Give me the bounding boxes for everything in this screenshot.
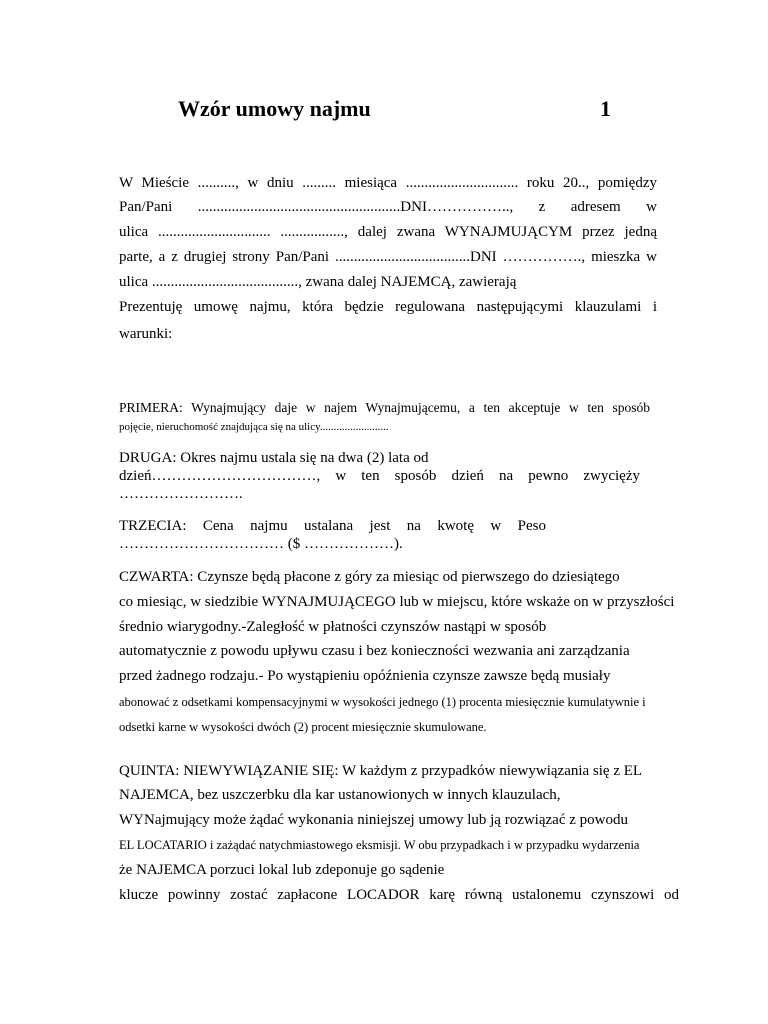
intro-line: W Mieście .........., w dniu ......... miesiąca .............................. roku 20.., pomiędzy	[119, 175, 657, 191]
intro-line: warunki:	[119, 326, 173, 342]
intro-line: ulica ......................................., zwana dalej NAJEMCĄ, zawierają	[119, 274, 517, 290]
clause-czwarta-line: abonować z odsetkami kompensacyjnymi w wysokości jednego (1) procenta miesięcznie kumulatywnie i	[119, 695, 646, 709]
clause-quinta-line: NAJEMCA, bez uszczerbku dla kar ustanowionych w innych klauzulach,	[119, 787, 561, 803]
clause-czwarta-line: co miesiąc, w siedzibie WYNAJMUJĄCEGO lub w miejscu, które wskaże on w przyszłości	[119, 594, 675, 610]
clause-czwarta-line: CZWARTA: Czynsze będą płacone z góry za miesiąc od pierwszego do dziesiątego	[119, 569, 620, 585]
intro-line: parte, a z drugiej strony Pan/Pani ....................................DNI ……………., mieszka w	[119, 249, 657, 265]
clause-trzecia-line: …………………………… ($ ………………).	[119, 536, 403, 552]
clause-quinta-line: klucze powinny zostać zapłacone LOCADOR karę równą ustalonemu czynszowi od	[119, 887, 679, 903]
intro-line: Prezentuję umowę najmu, która będzie regulowana następującymi klauzulami i	[119, 299, 657, 315]
clause-quinta-line: QUINTA: NIEWYWIĄZANIE SIĘ: W każdym z przypadków niewywiązania się z EL	[119, 763, 643, 779]
intro-line: ulica .............................. ................., dalej zwana WYNAJMUJĄCYM przez jedną	[119, 224, 657, 240]
clause-trzecia-line: TRZECIA: Cena najmu ustalana jest na kwotę w Peso	[119, 518, 546, 534]
page-number: 1	[600, 96, 611, 121]
clause-druga-line: DRUGA: Okres najmu ustala się na dwa (2) lata od	[119, 450, 429, 466]
document-title: Wzór umowy najmu	[178, 96, 371, 121]
clause-quinta-line: WYNajmujący może żądać wykonania niniejszej umowy lub ją rozwiązać z powodu	[119, 812, 628, 828]
clause-druga-line: …………………….	[119, 486, 243, 502]
clause-czwarta-line: automatycznie z powodu upływu czasu i bez konieczności wezwania ani zarządzania	[119, 643, 630, 659]
clause-primera-line: PRIMERA: Wynajmujący daje w najem Wynajmującemu, a ten akceptuje w ten sposób	[119, 400, 650, 415]
clause-primera-line: pojęcie, nieruchomość znajdująca się na ulicy.........................	[119, 421, 389, 433]
clause-quinta-line: EL LOCATARIO i zażądać natychmiastowego eksmisji. W obu przypadkach i w przypadku wydarzenia	[119, 838, 640, 852]
clause-czwarta-line: średnio wiarygodny.-Zaległość w płatności czynszów nastąpi w sposób	[119, 619, 547, 635]
intro-line: Pan/Pani ......................................................DNI…………….., z adresem w	[119, 199, 657, 215]
clause-druga-line: dzień……………………………, w ten sposób dzień na pewno zwycięży	[119, 468, 640, 484]
clause-quinta-line: że NAJEMCA porzuci lokal lub zdeponuje go sądenie	[119, 862, 445, 878]
clause-czwarta-line: odsetki karne w wysokości dwóch (2) procent miesięcznie skumulowane.	[119, 720, 487, 734]
clause-czwarta-line: przed żadnego rodzaju.- Po wystąpieniu opóźnienia czynsze zawsze będą musiały	[119, 668, 611, 684]
